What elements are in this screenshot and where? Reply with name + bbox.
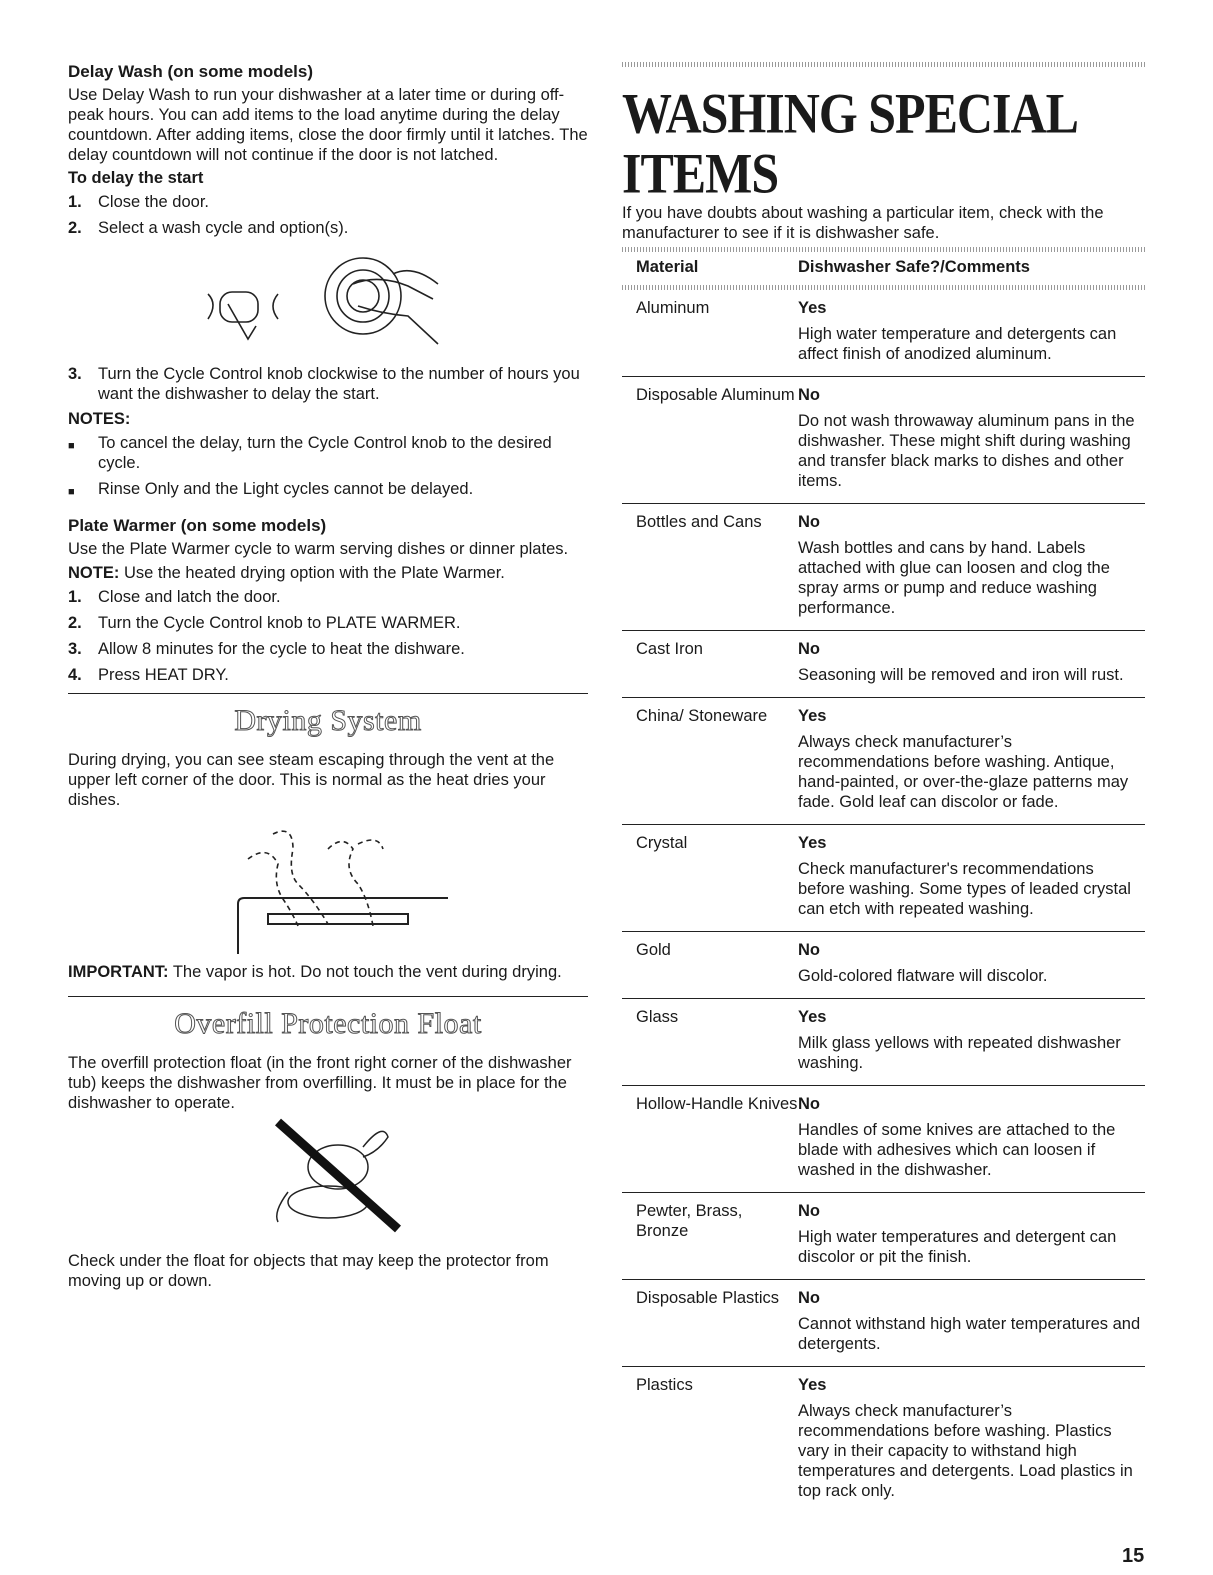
safe-answer: No [798,1289,820,1307]
bullet-icon: ■ [68,440,75,452]
material-cell: Crystal [636,834,688,852]
comment-cell [798,631,1145,698]
safe-answer: No [798,1202,820,1220]
step-number: 1. [68,588,82,606]
step-number: 1. [68,193,82,211]
safe-answer: Yes [798,1008,827,1026]
washing-special-title: WASHING SPECIAL ITEMS [622,80,1076,205]
step-item [68,218,588,238]
safe-answer: Yes [798,1376,827,1394]
comment-cell [798,932,1145,999]
safe-answer: No [798,640,820,658]
step-text: Close the door. [98,193,209,211]
note-item [68,433,588,473]
plate-warmer-heading: Plate Warmer (on some models) [68,516,327,535]
table-row [622,1193,1145,1280]
comment-text: Always check manufacturer’s recommendations before washing. Plastics vary in their capacity to withstand high temperatures and detergents. Load plastics in top rack only. [798,1402,1133,1500]
plate-warmer-note [68,563,588,583]
step-number: 4. [68,666,82,684]
table-row [622,1367,1145,1514]
table-row [622,932,1145,999]
material-cell: Bottles and Cans [636,513,762,531]
comment-cell [798,1367,1145,1514]
step-item [68,587,588,607]
material-cell: Glass [636,1008,679,1026]
safe-answer: No [798,1095,820,1113]
important-label: IMPORTANT: [68,963,169,981]
comment-cell [798,1193,1145,1280]
step-item [68,364,588,404]
comment-cell [798,1280,1145,1367]
step-item [68,639,588,659]
material-cell: China/ Stoneware [636,707,768,725]
delay-wash-intro: Use Delay Wash to run your dishwasher at a later time or during off-peak hours. You can add items to the load anytime during the delay countdown. After adding items, close the door firmly until it latches. The delay countdown will not continue if the door is not latched. [68,86,588,164]
step-text: Allow 8 minutes for the cycle to heat the dishware. [98,640,465,658]
step-number: 3. [68,640,82,658]
step-item [68,192,588,212]
section-divider [68,693,588,694]
comment-text: High water temperature and detergents can affect finish of anodized aluminum. [798,325,1117,363]
comment-text: Always check manufacturer’s recommendations before washing. Antique, hand-painted, or over-the-glaze patterns may fade. Gold leaf can discolor or fade. [798,733,1129,811]
bullet-icon: ■ [68,486,75,498]
table-row [622,1280,1145,1367]
plate-warmer-intro: Use the Plate Warmer cycle to warm serving dishes or dinner plates. [68,540,569,558]
comment-cell [798,698,1145,825]
important-note [68,962,588,982]
delay-start-subheading: To delay the start [68,169,204,187]
table-row [622,698,1145,825]
notes-list [68,433,588,502]
comment-text: Cannot withstand high water temperatures and detergents. [798,1315,1141,1353]
note-text: Use the heated drying option with the Plate Warmer. [123,564,505,582]
overfill-title: Overfill Protection Float [174,1007,482,1040]
step-item [68,613,588,633]
comment-cell [798,377,1145,504]
comment-text: Gold-colored flatware will discolor. [798,967,1048,985]
section-divider-2 [68,996,588,997]
step-text: Close and latch the door. [98,588,281,606]
important-text: The vapor is hot. Do not touch the vent during drying. [172,963,562,981]
table-row [622,1086,1145,1193]
overfill-footer: Check under the float for objects that may keep the protector from moving up or down. [68,1252,549,1290]
drying-system-body: During drying, you can see steam escaping through the vent at the upper left corner of the door. This is normal as the heat dries your dishes. [68,751,555,809]
comment-text: Milk glass yellows with repeated dishwasher washing. [798,1034,1121,1072]
plate-warmer-steps [68,587,588,685]
safe-answer: No [798,513,820,531]
comment-text: Handles of some knives are attached to the blade with adhesives which can loosen if washed in the dishwasher. [798,1121,1116,1179]
delay-steps-list [68,192,588,238]
page-number: 15 [1122,1545,1145,1567]
step-number: 2. [68,219,82,237]
step-text: Turn the Cycle Control knob to PLATE WARMER. [98,614,461,632]
note-text: To cancel the delay, turn the Cycle Control knob to the desired cycle. [98,434,552,472]
left-column [68,62,588,1295]
comment-text: Do not wash throwaway aluminum pans in the dishwasher. These might shift during washing and transfer black marks to dishes and other items. [798,412,1135,490]
material-cell: Pewter, Brass, Bronze [636,1202,743,1240]
comment-text: High water temperatures and detergent can discolor or pit the finish. [798,1228,1117,1266]
material-cell: Plastics [636,1376,693,1394]
step-number: 3. [68,365,82,383]
material-cell: Aluminum [636,299,710,317]
material-cell: Cast Iron [636,640,703,658]
safe-answer: Yes [798,834,827,852]
note-text: Rinse Only and the Light cycles cannot be delayed. [98,480,474,498]
comment-cell [798,1086,1145,1193]
safe-answer: Yes [798,299,827,317]
material-cell: Gold [636,941,671,959]
delay-wash-heading: Delay Wash (on some models) [68,62,313,81]
comment-cell [798,504,1145,631]
cycle-knob-illustration [178,244,478,364]
table-row [622,999,1145,1086]
safe-answer: Yes [798,707,827,725]
top-dotted-rule [622,62,1145,67]
table-header-row [622,252,1145,285]
note-item [68,479,588,502]
materials-table-body [622,290,1145,1513]
note-label: NOTE: [68,564,120,582]
material-cell: Hollow-Handle Knives [636,1095,798,1113]
step-text: Turn the Cycle Control knob clockwise to the number of hours you want the dishwasher to delay the start. [98,365,580,403]
notes-label: NOTES: [68,410,131,428]
step-text: Press HEAT DRY. [98,666,229,684]
col-material-header: Material [636,258,699,276]
material-cell: Disposable Aluminum [636,386,795,404]
table-row [622,290,1145,377]
step-text: Select a wash cycle and option(s). [98,219,349,237]
drying-system-title: Drying System [234,704,422,737]
delay-steps-list-continued [68,364,588,404]
safe-answer: No [798,941,820,959]
right-column [622,62,1145,1513]
step-item [68,665,588,685]
comment-cell [798,999,1145,1086]
table-row [622,825,1145,932]
safe-answer: No [798,386,820,404]
table-row [622,631,1145,698]
table-row [622,504,1145,631]
steam-vent-illustration [178,814,478,954]
comment-cell [798,290,1145,377]
washing-special-intro: If you have doubts about washing a particular item, check with the manufacturer to see if it is dishwasher safe. [622,204,1104,242]
col-comments-header: Dishwasher Safe?/Comments [798,258,1030,276]
comment-text: Seasoning will be removed and iron will rust. [798,666,1124,684]
comment-text: Check manufacturer's recommendations before washing. Some types of leaded crystal can etch with repeated washing. [798,860,1131,918]
overfill-body: The overfill protection float (in the front right corner of the dishwasher tub) keeps the dishwasher from overfilling. It must be in place for the dishwasher to operate. [68,1054,572,1112]
table-row [622,377,1145,504]
materials-table [622,252,1145,1513]
comment-cell [798,825,1145,932]
comment-text: Wash bottles and cans by hand. Labels attached with glue can loosen and clog the spray arms or pump and reduce washing performance. [798,539,1110,617]
material-cell: Disposable Plastics [636,1289,780,1307]
step-number: 2. [68,614,82,632]
overfill-float-illustration [178,1117,478,1237]
